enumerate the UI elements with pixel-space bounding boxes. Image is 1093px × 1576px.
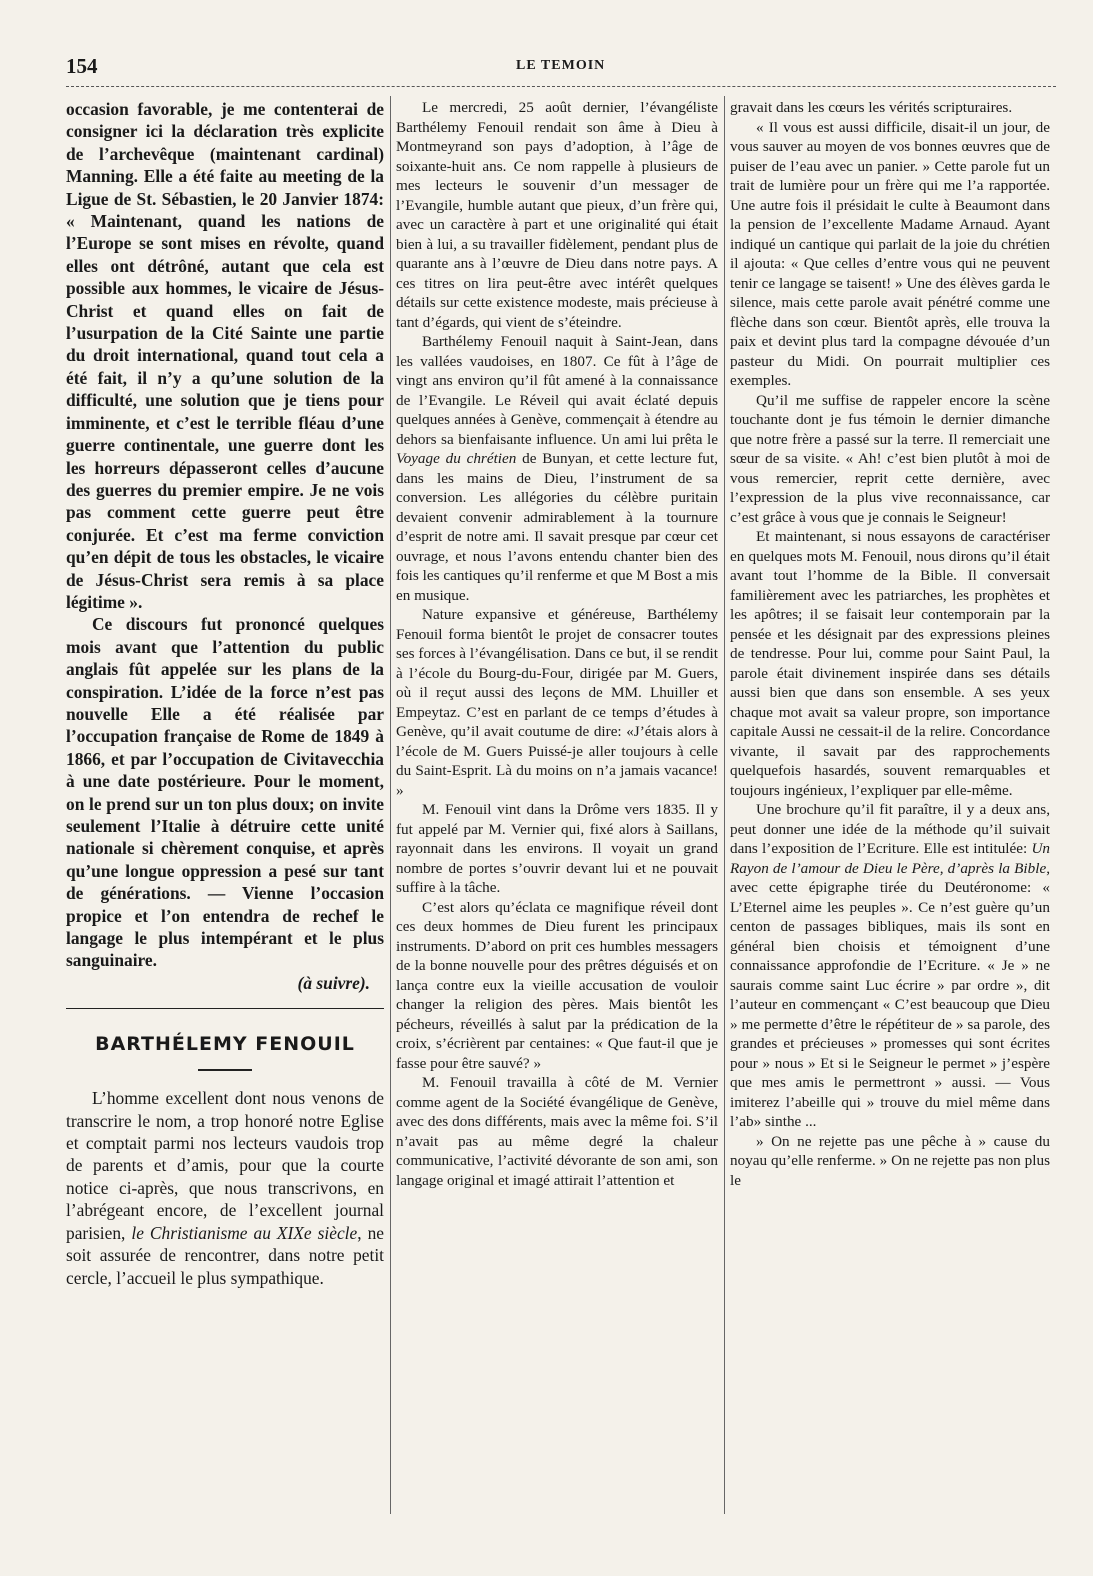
column-left [66,98,384,1289]
column-right [730,98,1050,1190]
paragraph: » On ne rejette pas une pêche à » cause du noyau qu’elle renferme. » On ne rejette pas non plus le [730,1132,1050,1189]
paragraph-text: de Bunyan, et cette lecture fut, dans les mains de Dieu, l’instrument de sa conversion. Les allégories du célèbre puritain devaient convenir admirablement à la tournure d’esprit de notre ami. Il savait presque par cœur cet ouvrage, et nous l’avons entendu chanter bien des fois les cantiques qu’il renferme et que M Bost a mis en musique. [396,450,718,604]
column-divider [390,96,391,1514]
book-title: Voyage du chrétien [396,450,517,467]
paragraph: gravait dans les cœurs les vérités scripturaires. [730,99,1013,116]
paragraph: Le mercredi, 25 août dernier, l’évangéliste Barthélemy Fenouil rendait son âme à Dieu à Montmeyrand son pays d’adoption, à l’âge de soixante-huit ans. Ce nom rappelle à plusieurs de mes lecteurs le souvenir d’un messager de l’Evangile, humble autant que pieux, d’un frère qui, avec un caractère à part et une originalité qui était bien à lui, a su travailler fidèlement, pendant plus de quarante ans à l’œuvre de Dieu dans notre pays. A ces titres on lira peut-être avec intérêt quelques détails sur cette existence modeste, mais précieuse à tant d’égards, qui vient de s’éteindre. [396,99,718,331]
column-divider [724,96,725,1514]
page-number: 154 [66,54,98,78]
paragraph: Qu’il me suffise de rappeler encore la scène touchante dont je fus témoin le dernier dimanche que notre frère a passé sur la terre. Il remerciait une sœur de sa visite. « Ah! c’est bien plutôt à moi de vous remercier, reprit cette dernière, avec l’expression de la plus vive reconnaissance, car c’est grâce à vous que je connais le Seigneur! [730,391,1050,526]
header-rule [66,86,1056,87]
article-title: BARTHÉLEMY FENOUIL [95,1033,355,1056]
paragraph-text: , ne soit assurée de rencontrer, dans notre petit cercle, l’accueil le plus sympathique. [66,1222,384,1288]
paragraph: Nature expansive et généreuse, Barthélemy Fenouil forma bientôt le projet de consacrer toutes ses forces à l’évangélisation. Dans ce but, il se rendit à l’école du Bourg-du-Four, dirigée par M. Guers, où il reçut aussi des leçons de MM. Lhuiller et Empeytaz. C’est en parlant de ce temps d’études à Genève, qu’il avait coutume de dire: «J’étais alors à l’école de M. Guers Puissé-je aller toujours à celle du Saint-Esprit. Là du moins on n’a jamais vacance! » [396,606,718,799]
section-divider [66,1008,384,1009]
running-head: LE TEMOIN [516,58,606,73]
paragraph: Ce discours fut prononcé quelques mois avant que l’attention du public anglais fût appelée sur les plans de la conspiration. L’idée de la force n’est pas nouvelle Elle a été réalisée par l’occupation française de Rome de 1849 à 1866, et par l’occupation de Civitavecchia à une date postérieure. Pour le moment, on le prend sur un ton plus doux; on invite seulement l’Italie à détruire cette unité nationale si chèrement conquise, et après qu’une longue oppression a pesé sur tant de générations. — Vienne l’occasion propice et l’on entendra de rechef le langage le plus intempérant et le plus sanguinaire. [66,614,384,971]
paragraph: Et maintenant, si nous essayons de caractériser en quelques mots M. Fenouil, nous dirons qu’il était avant tout l’homme de la Bible. Il conversait familièrement avec les patriarches, les prophètes et les apôtres; il se faisait leur contemporain par la pensée et les désignait par des expressions pleines de tendresse. Pour lui, comme pour Saint Paul, la parole était divinement inspirée dans ses détails aussi bien que dans son ensemble. A ses yeux chaque mot avait sa valeur propre, son importance capitale Aussi ne cessait-il de la relire. Concordance vivante, il savait par des rapprochements quelquefois hasardés, souvent remarquables et toujours ingénieux, l’expliquer par elle-même. [730,528,1050,799]
to-be-continued: (à suivre). [297,972,370,993]
title-rule [198,1069,252,1071]
paragraph [730,800,1050,1132]
paragraph-text: Barthélemy Fenouil naquit à Saint-Jean, dans les vallées vaudoises, en 1807. Ce fût à l’âge de vingt ans environ qu’il fût amené à la connaissance de l’Evangile. Le Réveil qui avait éclaté depuis quelques années à Genève, commençait à étendre au dehors sa bienfaisante influence. Un ami lui prêta le [396,333,718,448]
page-header [66,52,1056,78]
paragraph: M. Fenouil travailla à côté de M. Vernier comme agent de la Société évangélique de Genève, avec des dons différents, mais avec la même foi. S’il n’avait pas au même degré la chaleur communicative, l’activité dévorante de son ami, son langage original et imagé attirait l’attention et [396,1074,718,1189]
paragraph-text: Une brochure qu’il fit paraître, il y a deux ans, peut donner une idée de la méthode qu’il suivait dans l’exposition de l’Ecriture. Elle est intitulée: [730,801,1050,857]
paragraph [66,1087,384,1289]
column-middle [396,98,718,1190]
paragraph: « Il vous est aussi difficile, disait-il un jour, de vous sauver au moyen de vos bonnes œuvres que de puiser de l’eau avec un panier. » Cette parole fut un trait de lumière pour un frère qui me l’a rapportée. Une autre fois il présidait le culte à Beaumont dans la pension de l’excellente Madame Arnaud. Ayant indiqué un cantique qui parlait de la joie du chrétien il ajouta: « Que celles d’entre vous qui ne peuvent tenir ce langage se taisent! » Une des élèves garda le silence, mais cette parole avait pénétré comme une flèche dans son cœur. Bientôt après, elle trouva la paix et devint plus tard la compagne dévouée d’un pasteur du Midi. On pourrait multiplier ces exemples. [730,118,1050,389]
paragraph: occasion favorable, je me contenterai de consigner ici la déclaration très explicite de l’archevêque (maintenant cardinal) Manning. Elle a été faite au meeting de la Ligue de St. Sébastien, le 20 Janvier 1874: « Maintenant, quand les nations de l’Europe se sont mises en révolte, quand elles ont détrôné, autant que cela est possible aux hommes, le vicaire de Jésus-Christ et quand elles on fait de l’usurpation de la Cité Sainte une partie du droit international, quand tout cela a été fait, il n’y a qu’une solution de la difficulté, une solution que je tiens pour imminente, et c’est le terrible fléau d’une guerre continentale, une guerre dont les les horreurs dépasseront celles d’aucune des guerres du premier empire. Je ne vois pas comment cette guerre peut être conjurée. Et c’est ma ferme conviction qu’en dépit de tous les obstacles, le vicaire de Jésus-Christ sera remis à sa place légitime ». [66,99,384,612]
paragraph-text: , avec cette épigraphe tirée du Deutéronome: « L’Eternel aime les peuples ». Ce n’est guère qu’un centon de passages bibliques, mais ils sont en général bien choisis et témoignent d’une connaissance approfondie de l’Ecriture. « Je » ne saurais comme saint Luc écrire » par ordre », dit l’auteur en commençant « C’est beaucoup que Dieu » me permette d’être le répétiteur de » sa parole, des grandes et précieuses » promesses qui sont écrites pour » nous » Et si le Seigneur le permet » j’espère que mes amis le permettront » aussi. — Vous imiterez l’abeille qui » trouve du miel même dans l’ab» sinthe ... [730,859,1050,1130]
journal-title: le Christianisme au XIXe siècle [131,1222,358,1243]
paragraph: C’est alors qu’éclata ce magnifique réveil dont ces deux hommes de Dieu furent les principaux instruments. D’abord on prit ces humbles messagers de la bonne nouvelle pour des prêtres déguisés et on lança contre eux la vieille accusation de vouloir changer la religion des pères. Mais bientôt les pécheurs, réveillés à salut par la prédication de la croix, s’écrièrent par centaines: « Que faut-il que je fasse pour être sauvé? » [396,898,718,1072]
paragraph [396,332,718,605]
brochure-title: Un Rayon de l’amour de Dieu le Père, d’après la Bible [730,840,1050,877]
paragraph-text: L’homme excellent dont nous venons de transcrire le nom, a trop honoré notre Eglise et comptait parmi nos lecteurs vaudois trop de parents et d’amis, pour que la courte notice ci-après, que nous transcrivons, en l’abrégeant encore, de l’excellent journal parisien, [66,1088,384,1243]
paragraph: M. Fenouil vint dans la Drôme vers 1835. Il y fut appelé par M. Vernier qui, fixé alors à Saillans, rayonnait dans les environs. Il voyait un grand nombre de portes s’ouvrir devant lui et ne pouvait suffire à la tâche. [396,801,718,896]
